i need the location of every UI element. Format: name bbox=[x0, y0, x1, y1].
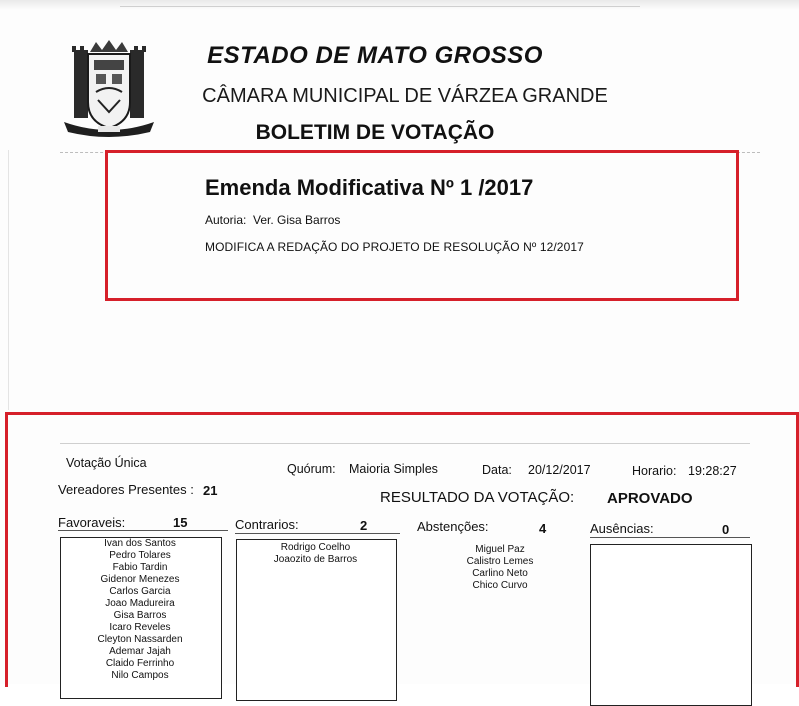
favor-names bbox=[60, 538, 220, 682]
quorum-label: Quórum: bbox=[287, 462, 336, 476]
date-label: Data: bbox=[482, 463, 512, 477]
scan-artifact-line bbox=[120, 6, 640, 7]
list-item: Rodrigo Coelho bbox=[280, 542, 351, 553]
quorum-value: Maioria Simples bbox=[349, 462, 438, 476]
bulletin-title: BOLETIM DE VOTAÇÃO bbox=[255, 121, 495, 144]
absent-label: Ausências: bbox=[590, 521, 654, 536]
author-name: Ver. Gisa Barros bbox=[253, 213, 341, 227]
chamber-title: CÂMARA MUNICIPAL DE VÁRZEA GRANDE bbox=[202, 85, 608, 107]
list-item: Cleyton Nassarden bbox=[97, 634, 183, 645]
list-item: Joao Madureira bbox=[105, 598, 175, 609]
absent-underline bbox=[590, 537, 750, 538]
list-item: Pedro Tolares bbox=[109, 550, 171, 561]
absent-count: 0 bbox=[722, 522, 730, 537]
proposal-title: Emenda Modificativa Nº 1 /2017 bbox=[205, 175, 534, 200]
absent-list-box bbox=[590, 544, 752, 706]
list-item: Chico Curvo bbox=[472, 580, 528, 591]
result-label: RESULTADO DA VOTAÇÃO: bbox=[380, 489, 575, 506]
time-value: 19:28:27 bbox=[688, 464, 737, 478]
abstain-names bbox=[420, 544, 580, 592]
list-item: Miguel Paz bbox=[475, 544, 525, 555]
list-item: Nilo Campos bbox=[111, 670, 169, 681]
vote-type: Votação Única bbox=[66, 456, 147, 470]
scan-shadow bbox=[0, 0, 799, 10]
time-label: Horario: bbox=[632, 464, 677, 478]
list-item: Icaro Reveles bbox=[109, 622, 171, 633]
author-label: Autoria: bbox=[205, 213, 247, 227]
list-item: Fabio Tardin bbox=[112, 562, 168, 573]
proposal-highlight-box bbox=[105, 150, 739, 301]
result-status-badge: APROVADO bbox=[607, 490, 693, 507]
list-item: Claido Ferrinho bbox=[105, 658, 175, 669]
list-item: Joaozito de Barros bbox=[273, 554, 358, 565]
against-label: Contrarios: bbox=[235, 517, 299, 532]
list-item: Ademar Jajah bbox=[109, 646, 171, 657]
inner-divider bbox=[60, 443, 750, 444]
present-count: 21 bbox=[203, 483, 218, 498]
against-underline bbox=[235, 533, 400, 534]
proposal-author bbox=[205, 213, 340, 227]
list-item: Carlino Neto bbox=[472, 568, 528, 579]
list-item: Calistro Lemes bbox=[466, 556, 534, 567]
against-count: 2 bbox=[360, 518, 368, 533]
list-item: Gisa Barros bbox=[113, 610, 167, 621]
list-item: Carlos Garcia bbox=[109, 586, 171, 597]
abstain-label: Abstenções: bbox=[417, 519, 489, 534]
against-names bbox=[236, 542, 395, 566]
state-title: ESTADO DE MATO GROSSO bbox=[207, 42, 543, 69]
favor-underline bbox=[58, 530, 228, 531]
list-item: Ivan dos Santos bbox=[104, 538, 176, 549]
proposal-description: MODIFICA A REDAÇÃO DO PROJETO DE RESOLUÇÃO Nº 12/2017 bbox=[205, 240, 584, 254]
list-item: Gidenor Menezes bbox=[100, 574, 180, 585]
scan-artifact-edge bbox=[8, 150, 9, 410]
favor-label: Favoraveis: bbox=[58, 515, 126, 530]
present-label: Vereadores Presentes : bbox=[58, 482, 194, 497]
abstain-count: 4 bbox=[539, 521, 547, 536]
date-value: 20/12/2017 bbox=[528, 463, 591, 477]
favor-count: 15 bbox=[173, 515, 188, 530]
